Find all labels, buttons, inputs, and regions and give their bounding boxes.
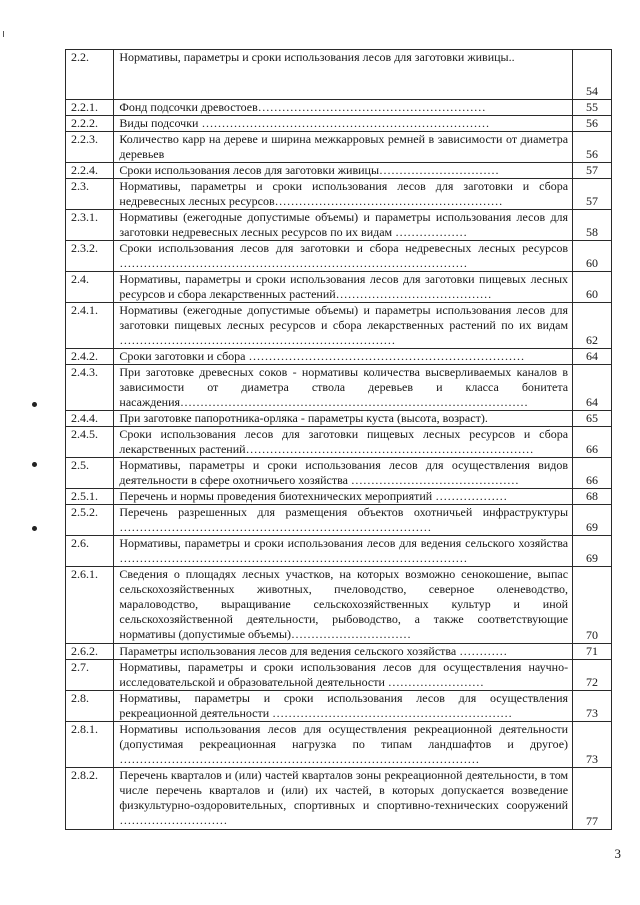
toc-page-number: 58: [573, 210, 612, 241]
toc-page-number: 69: [573, 536, 612, 567]
toc-page-number: 64: [573, 365, 612, 411]
toc-row: [66, 660, 612, 691]
toc-row: [66, 163, 612, 179]
toc-section-title: Перечень кварталов и (или) частей кварталов зоны рекреационной деятельности, в том числе перечень кварталов и (или) их частей, в которых допускается возведение физкультурно-оздоровительных, спортивных и спортивно-технических сооружений ………………………: [114, 768, 573, 830]
toc-row: [66, 489, 612, 505]
toc-row: [66, 567, 612, 644]
toc-row: [66, 100, 612, 116]
toc-page-number: 68: [573, 489, 612, 505]
toc-section-title: Нормативы, параметры и сроки использования лесов для осуществления рекреационной деятельности ……………………………………………………: [114, 691, 573, 722]
toc-row: [66, 691, 612, 722]
toc-section-title: Сроки использования лесов для заготовки живицы…………………………: [114, 163, 573, 179]
margin-bullet: [32, 402, 37, 407]
toc-section-number: 2.2.3.: [66, 132, 114, 163]
toc-section-title: Нормативы, параметры и сроки использования лесов для осуществления научно-исследовательской и образовательной деятельности ……………………: [114, 660, 573, 691]
toc-page-number: 62: [573, 303, 612, 349]
toc-section-number: 2.8.2.: [66, 768, 114, 830]
toc-section-title: Сведения о площадях лесных участков, на которых возможно сенокошение, выпас сельскохозяйственных животных, пчеловодство, северное оленеводство, мараловодство, выращивание сельскохозяйственных культур и иной сельскохозяйственной деятельности, рыбоводство, а также соответствующие нормативы (допустимые объемы)…………………………: [114, 567, 573, 644]
toc-section-number: 2.4.3.: [66, 365, 114, 411]
toc-section-number: 2.4.2.: [66, 349, 114, 365]
toc-row: [66, 210, 612, 241]
toc-row: [66, 349, 612, 365]
toc-page-number: 57: [573, 179, 612, 210]
toc-section-number: 2.4.5.: [66, 427, 114, 458]
toc-section-title: Перечень и нормы проведения биотехнических мероприятий ………………: [114, 489, 573, 505]
toc-page-number: 73: [573, 722, 612, 768]
toc-page-number: 72: [573, 660, 612, 691]
toc-row: [66, 458, 612, 489]
margin-bullet: [32, 526, 37, 531]
toc-section-number: 2.2.: [66, 50, 114, 100]
toc-page-number: 71: [573, 644, 612, 660]
toc-section-title: Параметры использования лесов для ведения сельского хозяйства …………: [114, 644, 573, 660]
toc-row: [66, 644, 612, 660]
toc-section-title: Нормативы, параметры и сроки использования лесов для заготовки и сбора недревесных лесных ресурсов…………………………………………………: [114, 179, 573, 210]
toc-row: [66, 116, 612, 132]
toc-section-title: Нормативы, параметры и сроки использования лесов для заготовки пищевых лесных ресурсов и сбора лекарственных растений…………………………………: [114, 272, 573, 303]
toc-section-title: Нормативы использования лесов для осуществления рекреационной деятельности (допустимая рекреационная нагрузка по типам ландшафтов и другое) ………………………………………………………………………………: [114, 722, 573, 768]
toc-section-number: 2.6.: [66, 536, 114, 567]
toc-section-title: Нормативы, параметры и сроки использования лесов для заготовки живицы..: [114, 50, 573, 100]
edge-mark: [3, 31, 4, 37]
toc-page-number: 73: [573, 691, 612, 722]
toc-section-number: 2.2.4.: [66, 163, 114, 179]
toc-section-title: Фонд подсочки древостоев…………………………………………………: [114, 100, 573, 116]
toc-section-title: Нормативы, параметры и сроки использования лесов для осуществления видов деятельности в сфере охотничьего хозяйства ……………………………………: [114, 458, 573, 489]
toc-body: [66, 50, 612, 830]
toc-page-number: 55: [573, 100, 612, 116]
toc-section-number: 2.3.: [66, 179, 114, 210]
toc-section-number: 2.6.2.: [66, 644, 114, 660]
toc-section-number: 2.3.1.: [66, 210, 114, 241]
page-number: 3: [614, 846, 621, 861]
toc-section-number: 2.8.1.: [66, 722, 114, 768]
toc-page-number: 60: [573, 241, 612, 272]
toc-row: [66, 303, 612, 349]
toc-page-number: 54: [573, 50, 612, 100]
toc-section-number: 2.8.: [66, 691, 114, 722]
toc-page-number: 70: [573, 567, 612, 644]
toc-row: [66, 179, 612, 210]
toc-section-number: 2.5.: [66, 458, 114, 489]
toc-section-number: 2.4.4.: [66, 411, 114, 427]
toc-section-number: 2.6.1.: [66, 567, 114, 644]
toc-row: [66, 536, 612, 567]
toc-page-number: 69: [573, 505, 612, 536]
toc-section-title: Виды подсочки ………………………………………………………………: [114, 116, 573, 132]
toc-section-number: 2.2.2.: [66, 116, 114, 132]
toc-page-number: 60: [573, 272, 612, 303]
toc-page-number: 66: [573, 427, 612, 458]
toc-section-title: Сроки использования лесов для заготовки пищевых лесных ресурсов и сбора лекарственных растений………………………………………………………………: [114, 427, 573, 458]
toc-row: [66, 132, 612, 163]
toc-page-number: 64: [573, 349, 612, 365]
toc-section-number: 2.5.1.: [66, 489, 114, 505]
toc-section-number: 2.4.1.: [66, 303, 114, 349]
toc-page-number: 57: [573, 163, 612, 179]
toc-section-title: Сроки заготовки и сбора ……………………………………………………………: [114, 349, 573, 365]
toc-section-title: При заготовке древесных соков - нормативы количества высверливаемых каналов в зависимости от диаметра ствола деревьев и класса бонитета насаждения……………………………………………………………………………: [114, 365, 573, 411]
toc-section-number: 2.7.: [66, 660, 114, 691]
toc-row: [66, 241, 612, 272]
toc-section-number: 2.2.1.: [66, 100, 114, 116]
toc-section-title: Нормативы, параметры и сроки использования лесов для ведения сельского хозяйства ……………………………………………………………………………: [114, 536, 573, 567]
toc-section-number: 2.5.2.: [66, 505, 114, 536]
toc-row: [66, 50, 612, 100]
toc-section-number: 2.3.2.: [66, 241, 114, 272]
toc-section-title: Нормативы (ежегодные допустимые объемы) и параметры использования лесов для заготовки пищевых лесных ресурсов и сбора лекарственных растений по их видам ……………………………………………………………: [114, 303, 573, 349]
toc-page-number: 56: [573, 132, 612, 163]
toc-row: [66, 427, 612, 458]
toc-row: [66, 768, 612, 830]
toc-page-number: 66: [573, 458, 612, 489]
toc-section-title: Сроки использования лесов для заготовки и сбора недревесных лесных ресурсов ……………………………………………………………………………: [114, 241, 573, 272]
toc-row: [66, 722, 612, 768]
margin-bullet: [32, 462, 37, 467]
toc-row: [66, 365, 612, 411]
toc-section-title: Перечень разрешенных для размещения объектов охотничьей инфраструктуры ……………………………………………………………………: [114, 505, 573, 536]
toc-page-number: 56: [573, 116, 612, 132]
toc-row: [66, 411, 612, 427]
toc-table: [65, 49, 612, 830]
toc-row: [66, 272, 612, 303]
toc-row: [66, 505, 612, 536]
toc-section-title: Количество карр на дереве и ширина межкарровых ремней в зависимости от диаметра деревьев: [114, 132, 573, 163]
toc-section-title: Нормативы (ежегодные допустимые объемы) и параметры использования лесов для заготовки недревесных лесных ресурсов по их видам ………………: [114, 210, 573, 241]
toc-section-title: При заготовке папоротника-орляка - параметры куста (высота, возраст).: [114, 411, 573, 427]
toc-section-number: 2.4.: [66, 272, 114, 303]
toc-page-number: 77: [573, 768, 612, 830]
toc-page-number: 65: [573, 411, 612, 427]
